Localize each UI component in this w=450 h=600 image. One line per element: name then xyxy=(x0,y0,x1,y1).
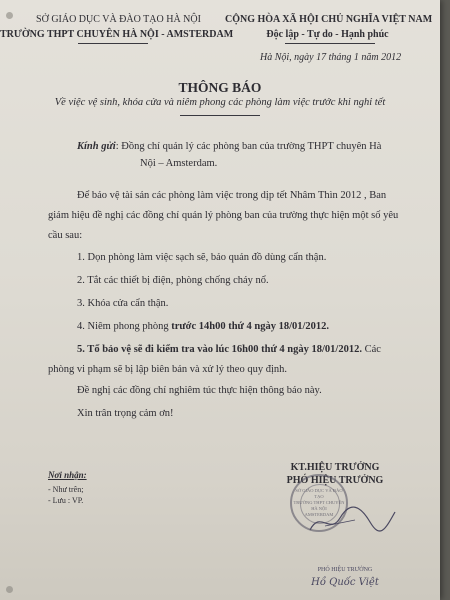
national-motto: Độc lập - Tự do - Hạnh phúc xyxy=(266,29,389,40)
seal-text: TRƯỜNG THPT CHUYÊN HÀ NỘI xyxy=(293,500,345,511)
notice-title: THÔNG BÁO xyxy=(178,80,262,95)
department-name: SỞ GIÁO DỤC VÀ ĐÀO TẠO HÀ NỘI xyxy=(36,14,201,25)
notice-subtitle: Về việc vệ sinh, khóa cửa và niêm phong các phòng làm việc trước khi nghỉ tết xyxy=(54,97,386,108)
school-name: TRƯỜNG THPT CHUYÊN HÀ NỘI - AMSTERDAM xyxy=(0,29,234,40)
seal-text: AMSTERDAM xyxy=(304,512,334,517)
recipient-line-2: Nội – Amsterdam. xyxy=(140,158,218,169)
intro-line: cầu sau: xyxy=(48,230,83,241)
recipient-label: Kính gửi xyxy=(77,141,116,152)
recipients-label: Nơi nhận: xyxy=(48,470,87,480)
subtitle-underline xyxy=(180,115,260,116)
signature-position: PHÓ HIỆU TRƯỞNG xyxy=(286,475,384,486)
list-item: 2. Tắt các thiết bị điện, phòng chống cháy nổ. xyxy=(77,275,269,286)
request-text: Đề nghị các đồng chí nghiêm túc thực hiện thông báo này. xyxy=(77,385,322,396)
pin-hole xyxy=(6,586,13,593)
recipient-line xyxy=(77,137,381,157)
list-item-deadline: trước 14h00 thứ 4 ngày 18/01/2012. xyxy=(171,321,330,332)
signature-title: KT.HIỆU TRƯỞNG xyxy=(290,462,380,473)
intro-line: giám hiệu đề nghị các đồng chí quản lý phòng ban của trường thực hiện một số yêu xyxy=(48,210,399,221)
closing-text: Xin trân trọng cảm ơn! xyxy=(77,408,174,419)
list-item-inspection: 5. Tổ bảo vệ sẽ đi kiểm tra vào lúc 16h00 thứ 4 ngày 18/01/2012. xyxy=(77,344,362,355)
signatory-name: Hồ Quốc Việt xyxy=(311,577,379,588)
list-item xyxy=(77,340,381,360)
list-item-continued: phòng vi phạm sẽ bị lập biên bản và xử lý theo quy định. xyxy=(48,364,287,375)
motto-underline xyxy=(285,43,375,44)
seal-text: SỞ GIÁO DỤC VÀ ĐÀO TẠO xyxy=(295,488,343,499)
issue-date: Hà Nội, ngày 17 tháng 1 năm 2012 xyxy=(260,52,402,63)
list-item: 3. Khóa cửa cẩn thận. xyxy=(77,298,169,309)
list-item: 1. Dọn phòng làm việc sạch sẽ, bảo quản đồ dùng cẩn thận. xyxy=(77,252,327,263)
signatory-role: PHÓ HIỆU TRƯỞNG xyxy=(317,567,373,573)
school-underline xyxy=(78,43,148,44)
recipient-item: - Như trên; xyxy=(48,485,84,494)
list-item-text: 4. Niêm phong phòng xyxy=(77,321,172,332)
country-name: CỘNG HÒA XÃ HỘI CHỦ NGHĨA VIỆT NAM xyxy=(225,14,433,25)
list-item-text: Các xyxy=(361,344,381,355)
intro-line: Để bảo vệ tài sản các phòng làm việc trong dịp tết Nhâm Thìn 2012 , Ban xyxy=(77,190,387,201)
recipient-text: : Đồng chí quản lý các phòng ban của trường THPT chuyên Hà xyxy=(115,141,382,152)
recipient-item: - Lưu : VP. xyxy=(48,496,84,505)
pin-hole xyxy=(6,12,13,19)
handwritten-signature xyxy=(300,500,400,540)
list-item xyxy=(77,317,329,337)
